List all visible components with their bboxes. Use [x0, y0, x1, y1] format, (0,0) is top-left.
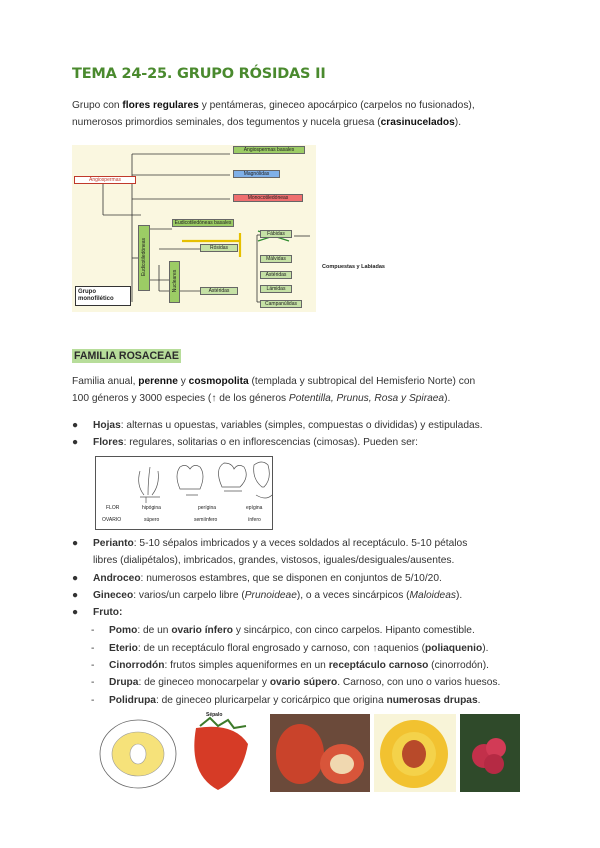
monocot-box: Monocotiledóneas — [233, 194, 303, 202]
angio-basales-box: Angiospermas basales — [233, 146, 305, 154]
fruit-photos — [96, 714, 520, 792]
lamiidas-box: Lámidas — [260, 285, 292, 293]
phylogeny-diagram — [72, 145, 316, 312]
eudicot-basales-box: Eudicotiledóneas basales — [172, 219, 234, 227]
perigina-label: perígina — [198, 505, 217, 511]
section-heading: FAMILIA ROSACEAE — [74, 350, 179, 362]
eudicot-label: Eudicotiledóneas — [141, 237, 147, 277]
page-title: TEMA 24-25. GRUPO RÓSIDAS II — [72, 66, 326, 82]
strawberry-drawing — [194, 718, 248, 790]
intro-paragraph: Grupo con flores regulares y pentámeras, gineceo apocárpico (carpelos no fusionados), numerosos primordios seminales, dos tegumentos y nucela gruesa (crasinucelados). — [72, 100, 475, 128]
asteridas2-box: Astéridas — [260, 271, 292, 279]
peach-drawing — [380, 720, 448, 788]
supero-label: súpero — [144, 517, 160, 523]
hipogina-label: hipógina — [142, 505, 161, 511]
pome-drawing — [100, 720, 176, 788]
ovario-label: OVARIO — [102, 517, 122, 523]
nucleares-box — [169, 261, 180, 303]
malvidas-box: Málvidas — [260, 255, 292, 263]
semiinfero-label: semiínfero — [194, 517, 218, 523]
asteridas-box: Astéridas — [200, 287, 238, 295]
flor-label: FLOR — [106, 505, 120, 511]
infero-label: ínfero — [248, 517, 261, 523]
sepalo-label: Sépalo — [206, 712, 223, 718]
fabidas-box: Fábidas — [260, 230, 292, 238]
fruit-illustrations — [96, 714, 520, 792]
compuestas-label: Compuestas y Labiadas — [322, 264, 385, 270]
flower-drawings — [96, 457, 272, 529]
grupo-monofiletico-box: Grupo monofilético — [75, 286, 131, 306]
eudicot-box — [138, 225, 150, 291]
flower-types-figure — [95, 456, 273, 530]
magnolidas-box: Magnólidas — [233, 170, 280, 178]
rosidas-box: Rósidas — [200, 244, 238, 252]
nucleares-label: Nucleares — [172, 269, 178, 293]
campanulidas-box: Campanúlidas — [260, 300, 302, 308]
angiospermas-label: Angiospermas — [74, 176, 136, 184]
family-paragraph: Familia anual, perenne y cosmopolita (templada y subtropical del Hemisferio Norte) con 100 géneros y 3000 especies (↑ de los géneros Potentilla, Prunus, Rosa y Spiraea). — [72, 376, 476, 404]
epigina-label: epígina — [246, 505, 263, 511]
